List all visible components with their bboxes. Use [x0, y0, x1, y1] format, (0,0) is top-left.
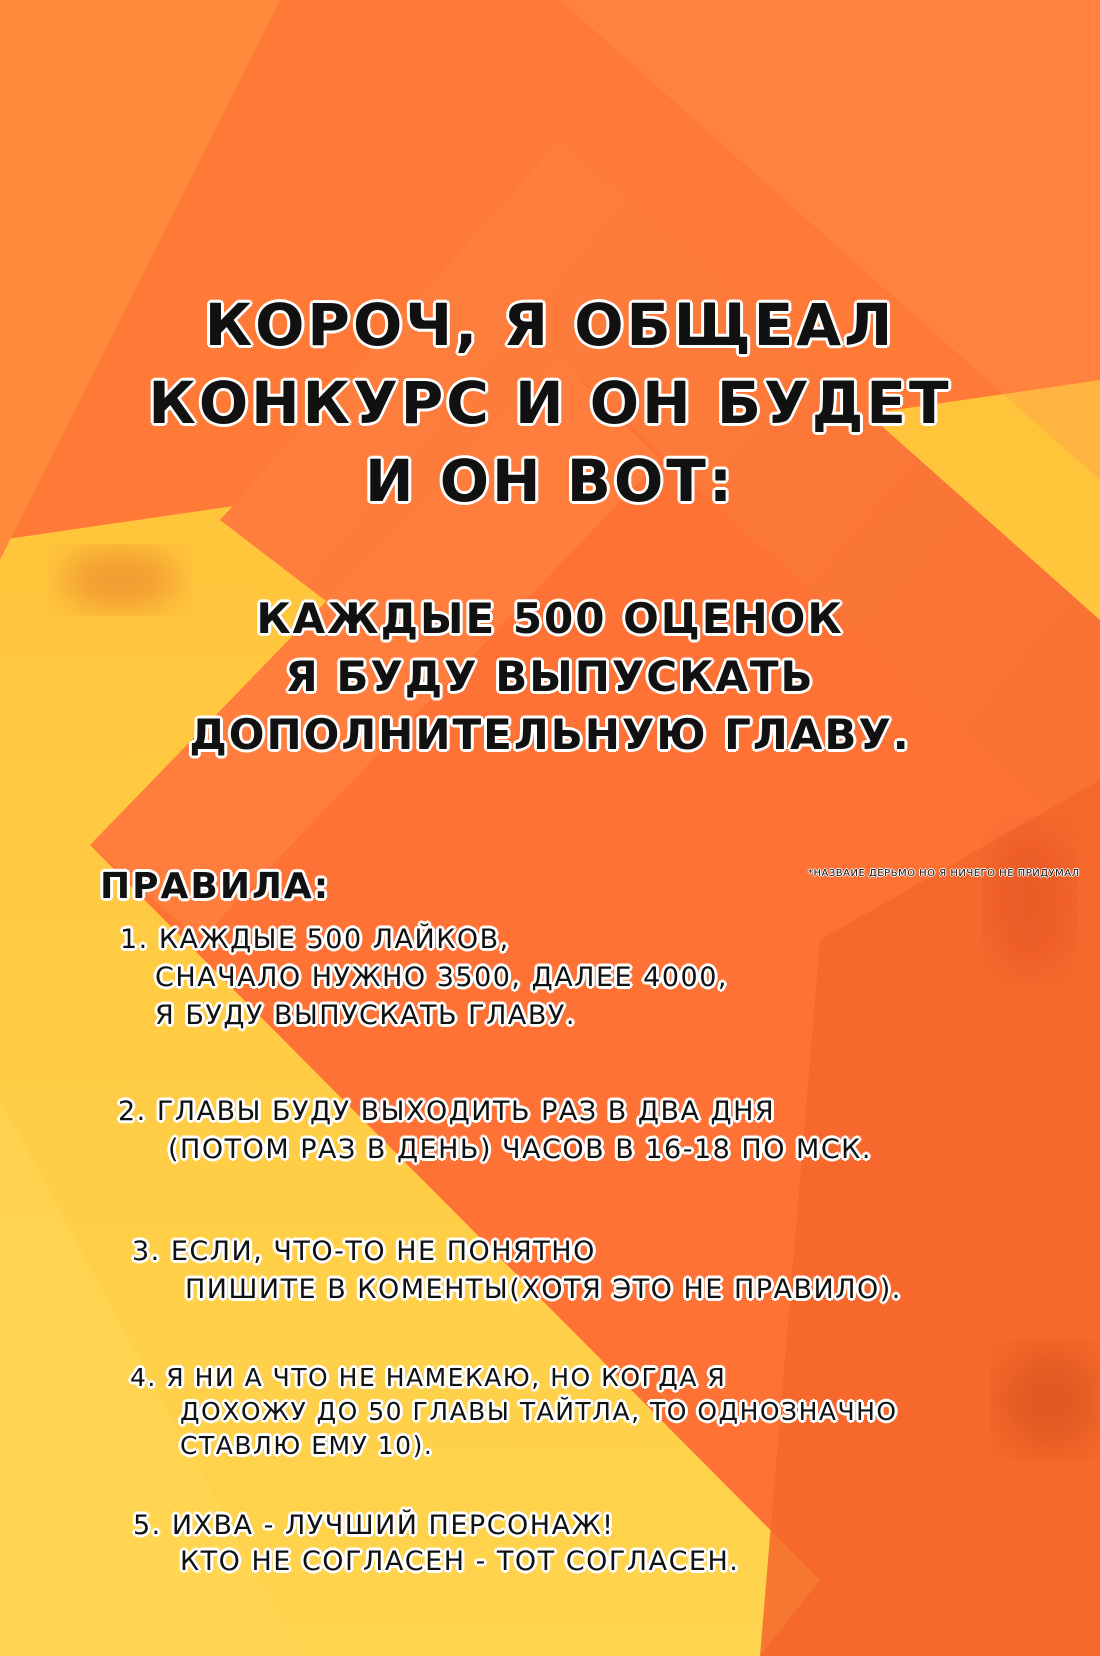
- rule-1-line-3: Я БУДУ ВЫПУСКАТЬ ГЛАВУ.: [155, 1000, 576, 1031]
- rule-4-line-3: СТАВЛЮ ЕМУ 10).: [180, 1431, 434, 1460]
- headline-line-3: И ОН ВОТ:: [364, 447, 736, 515]
- rule-1-line-1: 1. КАЖДЫЕ 500 ЛАЙКОВ,: [120, 924, 510, 955]
- rule-4-line-1: 4. Я НИ А ЧТО НЕ НАМЕКАЮ, НО КОГДА Я: [130, 1363, 727, 1392]
- subheadline-line-3: ДОПОЛНИТЕЛЬНУЮ ГЛАВУ.: [189, 710, 911, 759]
- rules-title: ПРАВИЛА:: [100, 866, 331, 907]
- subheadline-line-2: Я БУДУ ВЫПУСКАТЬ: [285, 652, 815, 701]
- subheadline-line-1: КАЖДЫЕ 500 ОЦЕНОК: [256, 594, 844, 643]
- footnote: *НАЗВAИЕ ДЕРЬМО НО Я НИЧЕГО НЕ ПРИДУМАЛ: [808, 868, 1080, 879]
- headline-line-1: КОРОЧ, Я ОБЩЕАЛ: [204, 291, 896, 359]
- rule-5-line-1: 5. ИХВА - ЛУЧШИЙ ПЕРСОНАЖ!: [133, 1510, 615, 1541]
- rule-3-line-1: 3. ЕСЛИ, ЧТО-ТО НЕ ПОНЯТНО: [132, 1236, 596, 1267]
- rule-2-line-1: 2. ГЛАВЫ БУДУ ВЫХОДИТЬ РАЗ В ДВА ДНЯ: [118, 1096, 776, 1127]
- headline-line-2: КОНКУРС И ОН БУДЕТ: [148, 369, 952, 437]
- rule-5-line-2: КТО НЕ СОГЛАСЕН - ТОТ СОГЛАСЕН.: [180, 1546, 740, 1577]
- rule-1-line-2: СНАЧАЛО НУЖНО 3500, ДАЛЕЕ 4000,: [155, 962, 728, 993]
- rule-2-line-2: (ПОТОМ РАЗ В ДЕНЬ) ЧАСОВ В 16-18 ПО МСК.: [168, 1134, 872, 1165]
- rule-4-line-2: ДОХОЖУ ДО 50 ГЛАВЫ ТАЙТЛА, ТО ОДНОЗНАЧНО: [180, 1397, 898, 1426]
- rule-3-line-2: ПИШИТЕ В КОМЕНТЫ(ХОТЯ ЭТО НЕ ПРАВИЛО).: [185, 1274, 902, 1305]
